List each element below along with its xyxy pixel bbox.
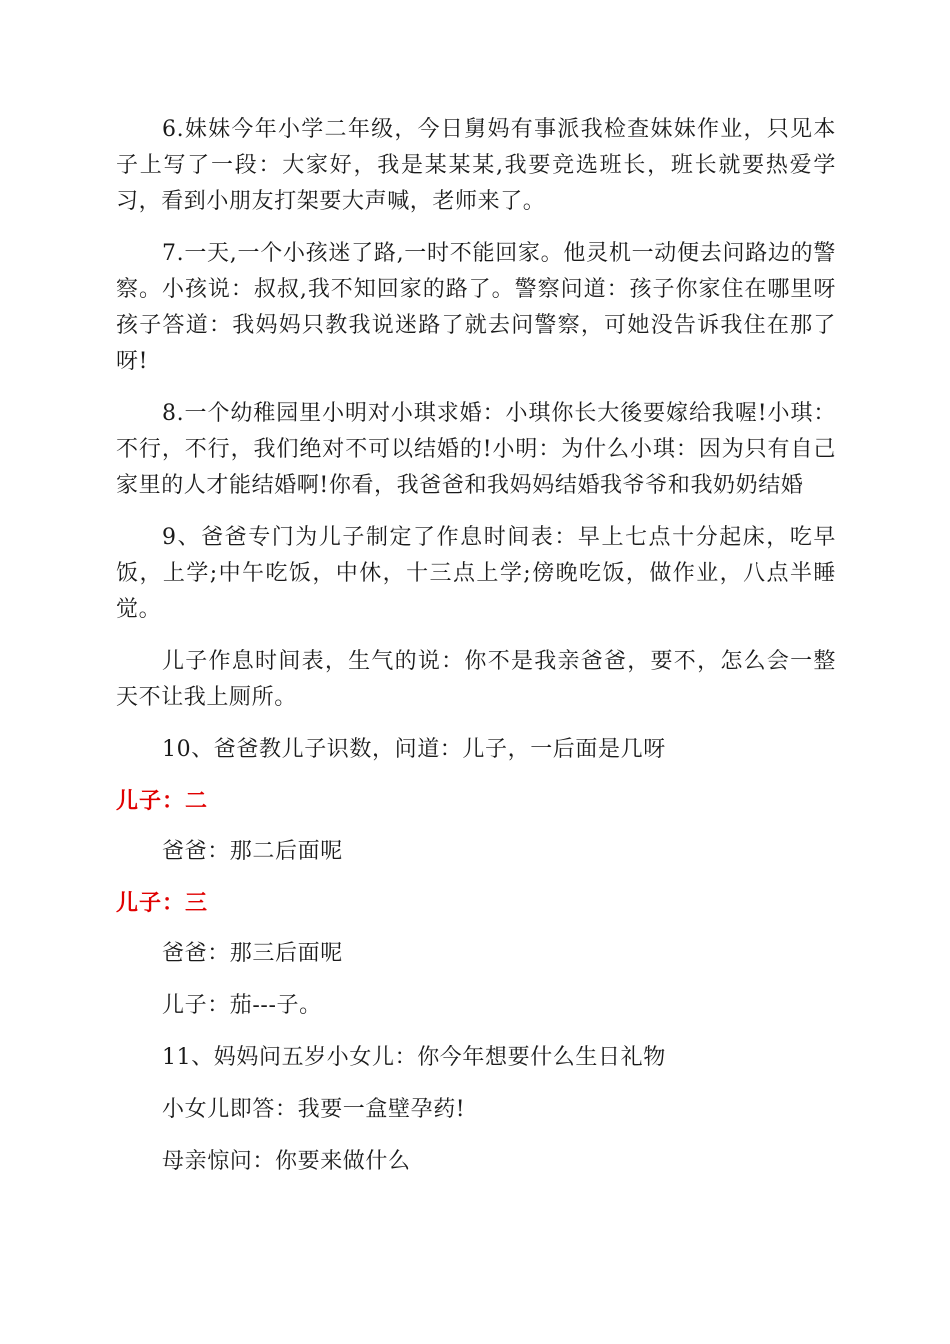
son-answer-three-heading: 儿子：三 — [116, 891, 209, 916]
joke-11-paragraph: 11、妈妈问五岁小女儿：你今年想要什么生日礼物 — [162, 1045, 666, 1070]
daughter-answer-paragraph: 小女儿即答：我要一盒壁孕药! — [162, 1097, 466, 1122]
joke-8-paragraph: 8.一个幼稚园里小明对小琪求婚：小琪你长大後要嫁给我喔!小琪：不行，不行，我们绝对不可以结婚的!小明：为什么小琪：因为只有自己家里的人才能结婚啊!你看，我爸爸和我妈妈结婚我爷爷和我奶奶结婚 — [116, 401, 836, 498]
son-answer-two-heading: 儿子：二 — [116, 789, 209, 814]
joke-9-paragraph: 9、爸爸专门为儿子制定了作息时间表：早上七点十分起床，吃早饭，上学;中午吃饭，中休，十三点上学;傍晚吃饭，做作业，八点半睡觉。 — [116, 525, 836, 622]
mother-question-paragraph: 母亲惊问：你要来做什么 — [162, 1149, 411, 1174]
joke-7-paragraph: 7.一天,一个小孩迷了路,一时不能回家。他灵机一动便去问路边的警察。小孩说：叔叔,我不知回家的路了。警察问道：孩子你家住在哪里呀孩子答道：我妈妈只教我说迷路了就去问警察，可她没告诉我住在那了呀! — [116, 241, 836, 374]
document-body — [116, 112, 836, 1196]
joke-10-paragraph: 10、爸爸教儿子识数，问道：儿子，一后面是几呀 — [162, 737, 666, 762]
dad-question-two-paragraph: 爸爸：那二后面呢 — [162, 839, 343, 864]
joke-6-paragraph: 6.妹妹今年小学二年级，今日舅妈有事派我检查妹妹作业，只见本子上写了一段：大家好，我是某某某,我要竞选班长，班长就要热爱学习，看到小朋友打架要大声喊，老师来了。 — [116, 117, 836, 214]
joke-9-followup-paragraph: 儿子作息时间表，生气的说：你不是我亲爸爸，要不，怎么会一整天不让我上厕所。 — [116, 649, 836, 710]
dad-question-three-paragraph: 爸爸：那三后面呢 — [162, 941, 343, 966]
son-punchline-paragraph: 儿子：茄---子。 — [162, 993, 322, 1018]
